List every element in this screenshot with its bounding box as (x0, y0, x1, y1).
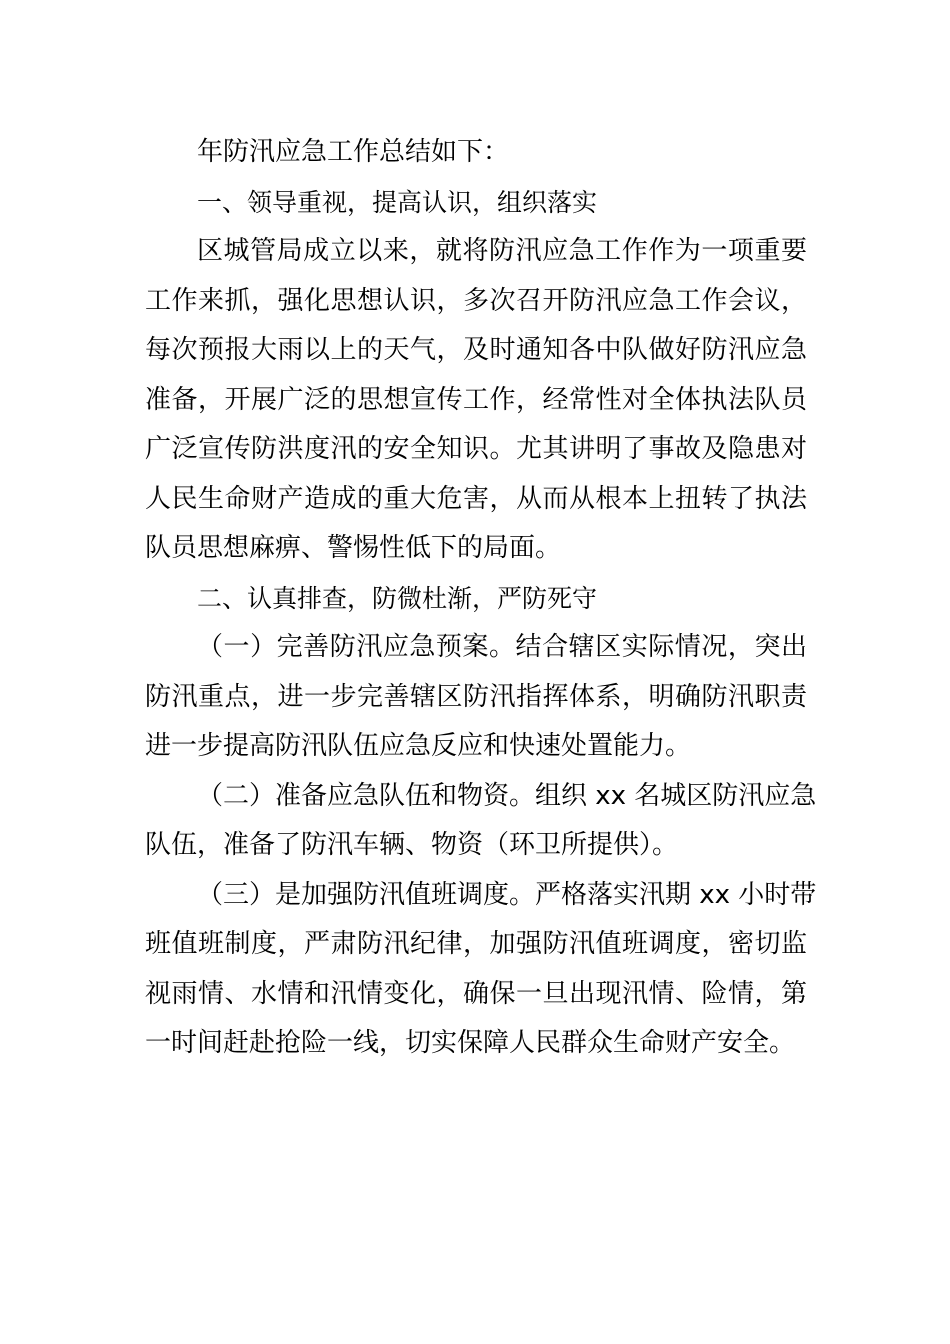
text-line: 防汛重点，进一步完善辖区防汛指挥体系，明确防汛职责 (145, 681, 807, 712)
text-line: 队伍，准备了防汛车辆、物资（环卫所提供）。 (145, 830, 679, 860)
text-line: （三）是加强防汛值班调度。严格落实汛期 xx 小时带 (197, 879, 817, 910)
text-line: （二）准备应急队伍和物资。组织 xx 名城区防汛应急 (197, 780, 817, 811)
text-line: 人民生命财产造成的重大危害，从而从根本上扭转了执法 (145, 483, 807, 514)
section-heading: 二、认真排查，防微杜渐，严防死守 (197, 583, 598, 613)
text-line: 工作来抓，强化思想认识，多次召开防汛应急工作会议， (145, 285, 807, 316)
text-line: （一）完善防汛应急预案。结合辖区实际情况，突出 (197, 632, 807, 662)
text-line: 班值班制度，严肃防汛纪律，加强防汛值班调度，密切监 (145, 929, 807, 959)
section-heading: 一、领导重视，提高认识，组织落实 (197, 187, 598, 217)
text-line: 一时间赶赴抢险一线，切实保障人民群众生命财产安全。 (145, 1028, 796, 1058)
text-line: 视雨情、水情和汛情变化，确保一旦出现汛情、险情，第 (145, 978, 807, 1009)
text-line: 进一步提高防汛队伍应急反应和快速处置能力。 (145, 731, 692, 761)
text-line: 队员思想麻痹、警惕性低下的局面。 (145, 533, 562, 563)
text-line: 准备，开展广泛的思想宣传工作，经常性对全体执法队员 (145, 384, 807, 415)
text-line: 区城管局成立以来，就将防汛应急工作作为一项重要 (197, 236, 807, 266)
text-line: 广泛宣传防洪度汛的安全知识。尤其讲明了事故及隐患对 (145, 434, 807, 464)
text-line: 每次预报大雨以上的天气，及时通知各中队做好防汛应急 (145, 335, 807, 365)
document-body (145, 128, 817, 1069)
text-line: 年防汛应急工作总结如下： (197, 137, 510, 167)
